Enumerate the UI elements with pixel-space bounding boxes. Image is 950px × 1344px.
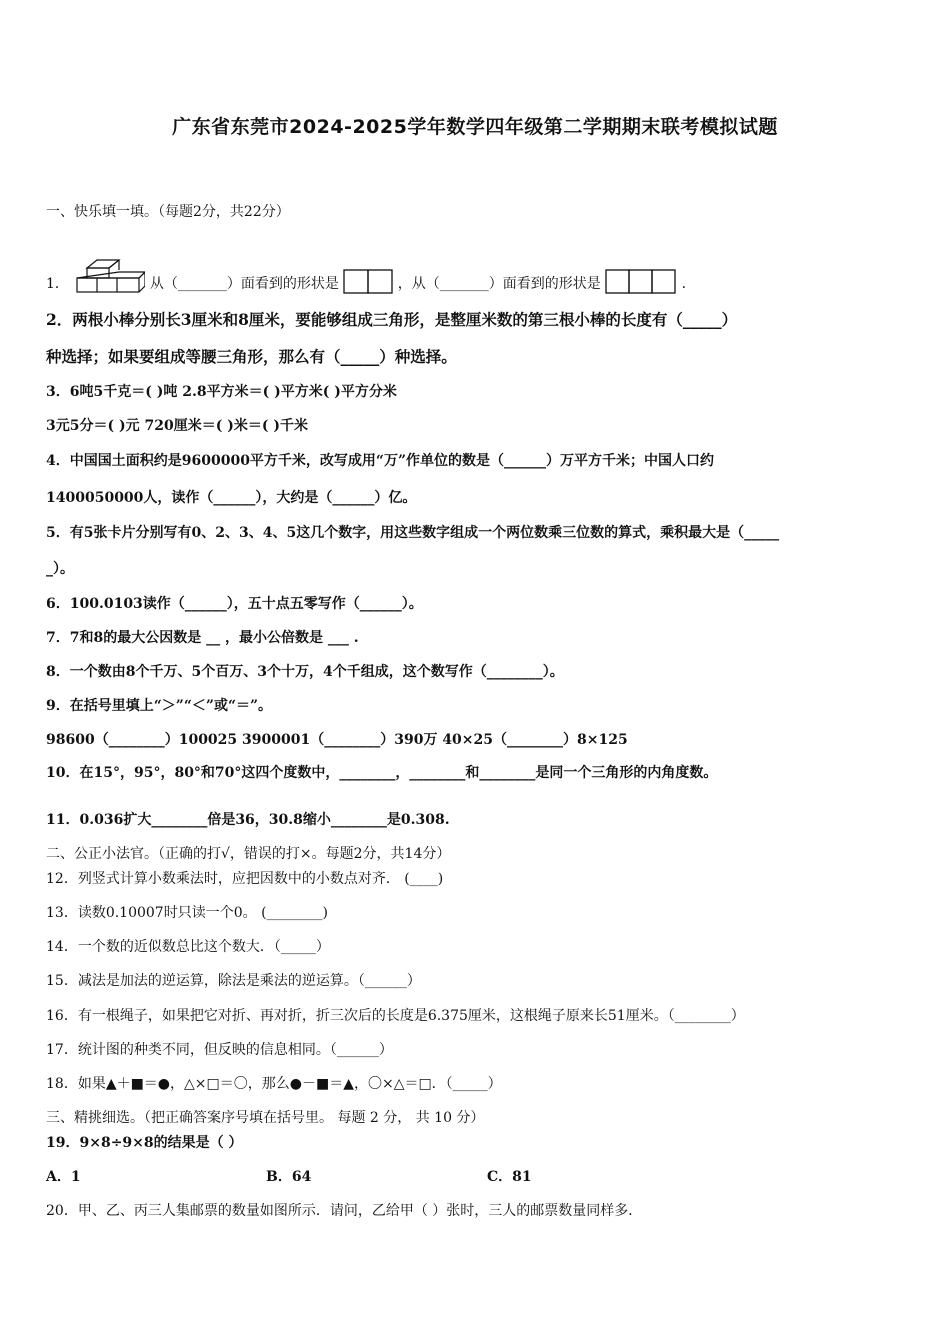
three-squares-figure: [605, 269, 677, 295]
question-5-line-1: 5．有5张卡片分别写有0、2、3、4、5这几个数字，用这些数字组成一个两位数乘三位数的算式，乘积最大是（_____: [46, 525, 780, 541]
question-1-part1: 从（_______）面看到的形状是: [149, 276, 339, 292]
question-5-line-2: _）。: [46, 561, 74, 577]
question-16: 16．有一根绳子，如果把它对折、再对折，折三次后的长度是6.375厘米，这根绳子原来长51厘米。（________）: [46, 1008, 745, 1024]
question-2-line-1: 2．两根小棒分别长3厘米和8厘米，要能够组成三角形，是整厘米数的第三根小棒的长度有（_____）: [46, 310, 738, 329]
section-3-header: 三、精挑细选。（把正确答案序号填在括号里。 每题 2 分， 共 10 分）: [46, 1110, 485, 1126]
question-10: 10．在15°，95°，80°和70°这四个度数中，________，________和________是同一个三角形的内角度数。: [46, 765, 718, 781]
question-1-number: 1．: [46, 276, 69, 292]
question-9-line-2: 98600（________）100025 3900001（________）390万 40×25（________）8×125: [46, 732, 628, 748]
question-12: 12．列竖式计算小数乘法时，应把因数中的小数点对齐． (____): [46, 871, 444, 887]
page-title: 广东省东莞市2024-2025学年数学四年级第二学期期末联考模拟试题: [172, 116, 778, 138]
question-11: 11．0.036扩大________倍是36，30.8缩小________是0.308.: [46, 812, 450, 828]
question-9-line-1: 9．在括号里填上“＞”“＜”或“＝”。: [46, 698, 273, 714]
question-19-option-b: B．64: [266, 1169, 312, 1185]
section-2-header: 二、公正小法官。（正确的打√，错误的打×。每题2分，共14分）: [46, 846, 451, 862]
question-20: 20．甲、乙、丙三人集邮票的数量如图所示．请问，乙给甲（ ）张时，三人的邮票数量同样多．: [46, 1203, 643, 1219]
question-2-line-2: 种选择；如果要组成等腰三角形，那么有（_____）种选择。: [46, 347, 457, 366]
question-19-option-a: A．1: [46, 1169, 81, 1185]
question-4-line-2: 1400050000人，读作（______），大约是（______）亿。: [46, 490, 417, 506]
question-17: 17．统计图的种类不同，但反映的信息相同。（______）: [46, 1042, 393, 1058]
question-1-end: .: [681, 276, 687, 292]
question-19: 19．9×8÷9×8的结果是（ ）: [46, 1135, 243, 1151]
question-14: 14．一个数的近似数总比这个数大．（_____）: [46, 939, 330, 955]
question-7: 7．7和8的最大公因数是 __ ，最小公倍数是 ___ .: [46, 630, 359, 646]
question-3-line-2: 3元5分＝( )元 720厘米＝( )米＝( )千米: [46, 418, 308, 434]
question-4-line-1: 4．中国国土面积约是9600000平方千米，改写成用“万”作单位的数是（______）万平方千米；中国人口约: [46, 453, 715, 469]
two-squares-figure: [343, 269, 393, 295]
question-15: 15．减法是加法的逆运算，除法是乘法的逆运算。（______）: [46, 973, 421, 989]
question-6: 6．100.0103读作（______），五十点五零写作（______）。: [46, 596, 423, 612]
question-13: 13．读数0.10007时只读一个0。 (________): [46, 905, 328, 921]
question-1: [46, 252, 686, 295]
question-8: 8．一个数由8个千万、5个百万、3个十万，4个千组成，这个数写作（________）。: [46, 664, 564, 680]
question-1-part2: ，从（_______）面看到的形状是: [397, 276, 601, 292]
question-3-line-1: 3．6吨5千克＝( )吨 2.8平方米＝( )平方米( )平方分米: [46, 384, 397, 400]
section-1-header: 一、快乐填一填。（每题2分，共22分）: [46, 204, 290, 220]
question-18: 18．如果▲＋■＝●，△×□＝〇，那么●－■＝▲，〇×△＝□．（_____）: [46, 1076, 502, 1092]
question-19-option-c: C．81: [487, 1169, 532, 1185]
cube-stack-figure: [73, 252, 145, 294]
